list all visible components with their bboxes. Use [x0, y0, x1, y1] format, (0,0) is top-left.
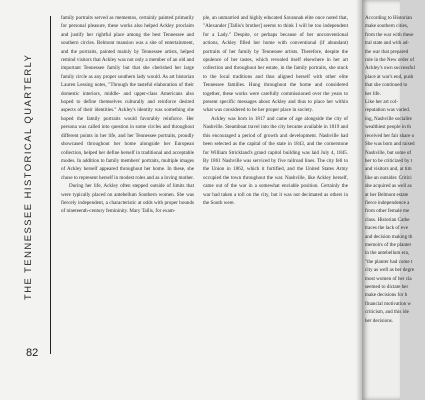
facing-page-line: criticism, and this ide: [365, 309, 409, 316]
facing-page-line: wealthiest people in th: [365, 124, 411, 131]
facing-page-line: fierce independence a: [365, 199, 410, 206]
facing-page-line: and decision making th: [365, 233, 413, 240]
facing-page-line: seemed to dictate her: [365, 284, 409, 290]
paragraph: During her life, Ackley often stepped outside of limits that were typically placed on antebellum Southern women. She was fiercely independent, a characteristic at odds with proper bounds of nineteenth-century femininity. Mary Tallis, for exam-: [61, 183, 194, 215]
facing-page-line: memoirs of the planter: [365, 241, 412, 248]
facing-page-line: in the antebellum era,: [365, 250, 410, 257]
paragraph: Ackley was born in 1817 and came of age alongside the city of Nashville. Steamboat travel into the city became available in 1819 and this encouraged a period of growth and development. Nashville had been selected as the capital of the state in 1843, and the cornerstone for William Strickland's grand capitol building was laid July 4, 1845. By 1861 Nashville was serviced by five railroad lines. The city fell to the Union in 1862, which it fortified, and the United States Army occupied the town throughout the war. Nashville, like Ackley herself, came out of the war in a somewhat enviable position. Certainly the war had taken a toll on the city, but it was not decimated as others in the South were.: [203, 115, 348, 206]
facing-page-line: traces the lack of eve: [365, 225, 408, 232]
page-number: 82: [26, 347, 39, 359]
running-head: THE TENNESSEE HISTORICAL QUARTERLY: [22, 53, 33, 301]
facing-page-line: make decisions for h: [365, 292, 408, 299]
vertical-rule: [50, 16, 51, 354]
right-text-column: [203, 14, 348, 207]
facing-page-line: ing, Nashville socialite: [365, 115, 412, 122]
facing-page-line: at her Belmont estate: [365, 191, 409, 198]
facing-page-line: Nashville, but some of: [365, 149, 412, 156]
facing-page-line: city as well as her degre: [365, 267, 415, 274]
facing-page-line: most women of her cla: [365, 275, 412, 282]
facing-page-line: class. Historian Cathe: [365, 216, 410, 223]
facing-page-text: [365, 14, 425, 325]
facing-page-line: She was born and raised: [365, 141, 415, 148]
facing-page-line: from other female me: [365, 208, 410, 215]
facing-page-line: that she continued to: [365, 82, 408, 89]
facing-page-line: tral state and with ad-: [365, 40, 410, 47]
left-text-column: [61, 14, 194, 216]
facing-page-line: her to be criticized by t: [365, 157, 413, 164]
facing-page: [362, 0, 415, 400]
facing-page-line: reputation was varied.: [365, 107, 411, 114]
facing-page-line: and visitors and, at tim: [365, 166, 412, 173]
facing-page-line: received her fair share o: [365, 132, 415, 139]
paragraph: family portraits served as mementos, certainly painted primarily for personal pleasure, these works also helped Ackley proclaim and justify her rightful place among the best Tennessee and southern circles. Belmont mansion was a site of entertainment, and the portraits, painted mainly by Tennessee artists, helped remind visitors that Ackley was not only a member of an old and important Tennessee family but that she cherished her large family circle as any proper southern lady would. As art historian Lauren Lessing notes, "Through the tasteful elaboration of their domestic interiors, middle- and upper-class Americans also hoped to define themselves culturally and reinforce desired aspects of their identities." Ackley's identity was something she hoped the family portraits would favorably reinforce. Her persona was called into question in some circles and throughout different points in her life, and her Tennessee portraits, proudly showcased throughout her home alongside her European collection, helped her define herself in traditional and acceptable modes. In addition to family members' portraits, multiple images of Ackley herself appeared throughout her home. In these, she chose to represent herself in modest roles and as a loving mother.: [61, 15, 194, 181]
facing-page-line: According to Historian: [365, 15, 412, 21]
facing-page-line: financial motivation w: [365, 300, 412, 307]
facing-page-line: like an outsider. Critici: [365, 174, 412, 181]
facing-page-line: the war that prepared: [365, 48, 409, 55]
facing-page-line: place at war's end, push: [365, 73, 414, 80]
facing-page-line: her decisions.: [365, 317, 394, 324]
facing-page-line: her life.: [365, 90, 381, 97]
facing-page-line: Like her art col-: [365, 99, 398, 106]
facing-page-line: from the war with these: [365, 31, 414, 38]
facing-page-line: make southern cities,: [365, 23, 409, 30]
facing-page-line: she acquired as well as: [365, 183, 412, 190]
facing-page-line: role in the New order of: [365, 57, 415, 64]
facing-page-line: "the planter had come t: [365, 258, 413, 265]
facing-page-line: Ackley's own successful: [365, 65, 415, 72]
paragraph: ple, an unmarried and highly educated Savannah elite once noted that, "Alexander [Tallis's brother] seems to think I will be too independent for a Lady." Despite, or perhaps because of her unconventional actions, Ackley filled her home with conventional (if abundant) portraits of her family by Tennessee artists. Therefore, despite the opulence of her tastes, which revealed itself elsewhere in her art collection and throughout her estate, in the family portraits, she stuck to the local traditions and thus aligned herself with other elite Tennessee families. Hung throughout the home and considered together, these works were carefully commissioned over the years to present specific messages about Ackley and thus to place her within what was considered to be her proper place in society.: [203, 15, 348, 114]
